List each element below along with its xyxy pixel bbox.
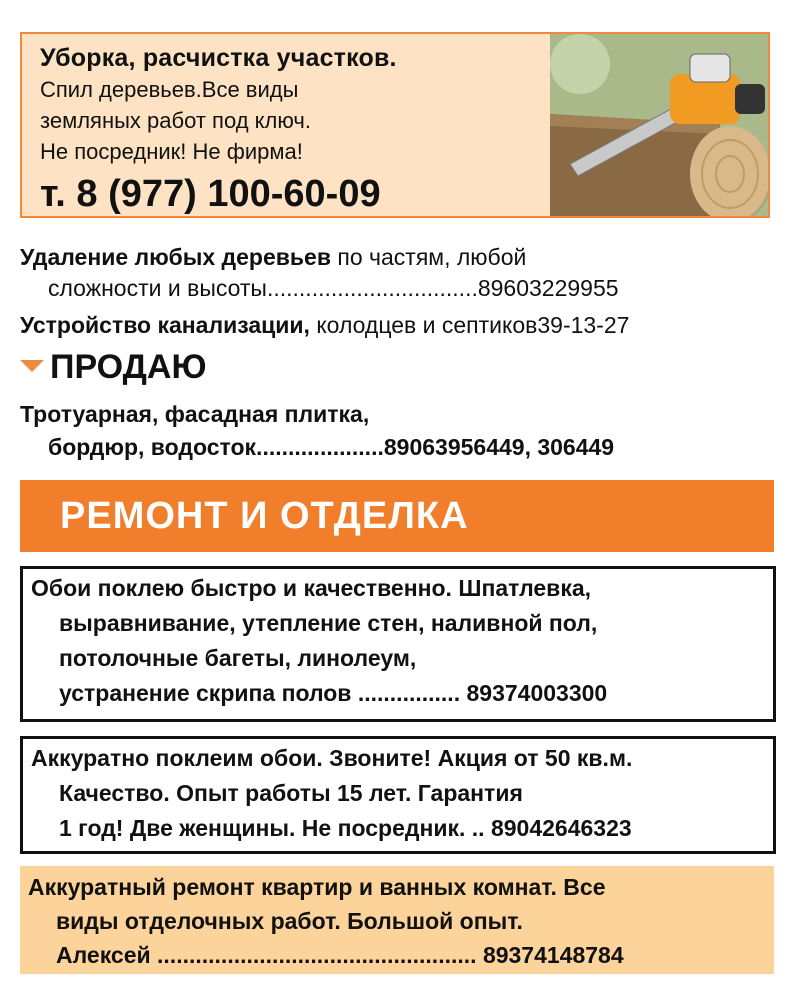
apartment-repair-ad-box (20, 866, 774, 974)
top-ad-headline: Уборка, расчистка участков. (40, 44, 397, 72)
top-advertisement (20, 32, 770, 218)
chainsaw-log-illustration (550, 34, 768, 216)
sell-section-title: ПРОДАЮ (50, 348, 207, 386)
tree-removal-line-2 (20, 273, 780, 304)
chainsaw-log-photo (550, 34, 768, 216)
top-ad-phone: т. 8 (977) 100-60-09 (40, 173, 381, 215)
box2-line-3 (31, 811, 767, 846)
box3-phone: 89374148784 (482, 942, 624, 968)
tiles-phone: 89063956449, 306449 (383, 434, 615, 460)
box3-line-1: Аккуратный ремонт квартир и ванных комнат. Все (28, 874, 606, 900)
box2-phone: 89042646323 (490, 815, 632, 841)
tree-removal-rest: по частям, любой (330, 244, 527, 270)
top-ad-text (40, 42, 560, 219)
sewer-rest: колодцев и септиков (309, 312, 538, 338)
tree-removal-ad (20, 242, 780, 304)
tree-removal-phone: 89603229955 (477, 275, 619, 301)
dot-leader: ................... (262, 434, 384, 460)
sewer-ad (20, 310, 780, 341)
tiles-line-2 (20, 431, 780, 464)
tree-removal-bold: Удаление любых деревьев (20, 244, 331, 270)
box3-line-2: виды отделочных работ. Большой опыт. (56, 908, 523, 934)
box1-line-4-text: устранение скрипа полов (59, 680, 352, 706)
dot-leader: ................................. (266, 275, 478, 301)
dot-leader: ................ (357, 680, 461, 706)
tiles-line-2-text: бордюр, водосток. (48, 434, 263, 460)
triangle-down-icon (20, 360, 44, 372)
repair-section-banner (20, 480, 774, 552)
box1-line-3: потолочные багеты, линолеум, (59, 645, 417, 671)
sewer-bold: Устройство канализации, (20, 312, 310, 338)
box1-phone: 89374003300 (466, 680, 608, 706)
sell-section-heading (20, 348, 207, 386)
box1-line-4 (31, 676, 767, 711)
tree-removal-line-2-text: сложности и высоты (48, 275, 267, 301)
box3-line-3 (28, 938, 766, 972)
top-ad-line-3: Не посредник! Не фирма! (40, 139, 303, 164)
tiles-ad (20, 398, 780, 464)
box2-line-1: Аккуратно поклеим обои. Звоните! Акция от 50 кв.м. (31, 745, 633, 771)
dot-leader: .................................................. (157, 942, 477, 968)
box3-line-3-text: Алексей (56, 942, 151, 968)
top-ad-line-1: Спил деревьев.Все виды (40, 77, 299, 102)
top-ad-line-2: земляных работ под ключ. (40, 108, 311, 133)
tiles-line-1: Тротуарная, фасадная плитка, (20, 401, 370, 427)
box1-line-1: Обои поклею быстро и качественно. Шпатлевка, (31, 575, 592, 601)
tree-removal-line-1 (20, 242, 780, 273)
wallpaper-ad-box (20, 566, 776, 722)
repair-section-title: РЕМОНТ И ОТДЕЛКА (60, 495, 469, 537)
sewer-phone: 39-13-27 (537, 312, 630, 338)
box2-line-2: Качество. Опыт работы 15 лет. Гарантия (59, 780, 523, 806)
box2-line-3-text: 1 год! Две женщины. Не посредник. .. (59, 815, 485, 841)
box1-line-2: выравнивание, утепление стен, наливной пол, (59, 610, 598, 636)
wallpaper-team-ad-box (20, 736, 776, 854)
